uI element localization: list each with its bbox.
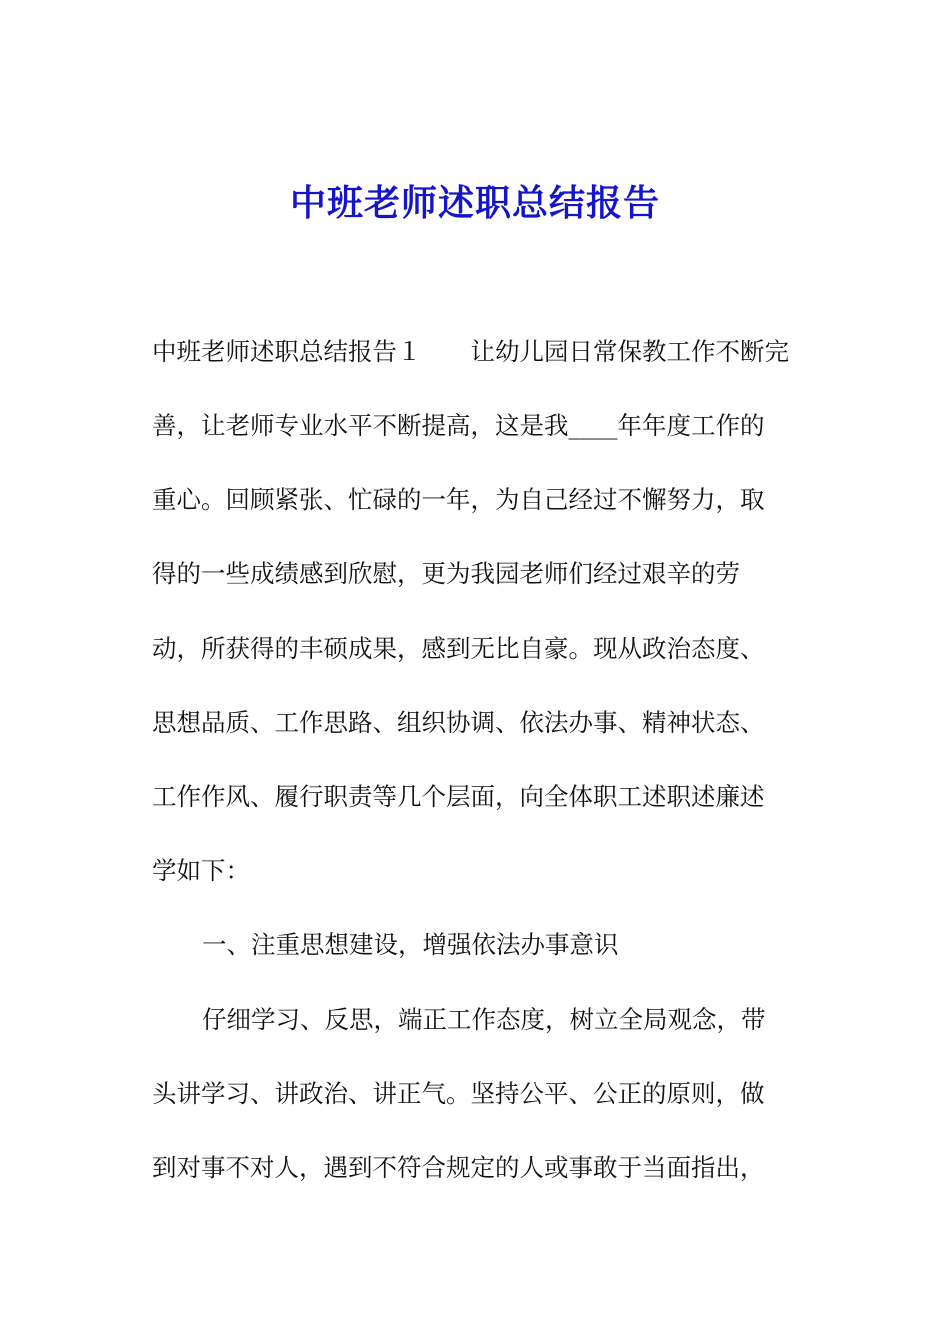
body-line: 得的一些成绩感到欣慰，更为我园老师们经过艰辛的劳 — [152, 559, 740, 588]
body-line: 动，所获得的丰硕成果，感到无比自豪。现从政治态度、 — [152, 634, 765, 663]
body-line: 学如下： — [152, 856, 250, 885]
section-heading: 一、注重思想建设，增强依法办事意识 — [202, 930, 619, 959]
document-title: 中班老师述职总结报告 — [289, 182, 660, 224]
body-line: 思想品质、工作思路、组织协调、依法办事、精神状态、 — [152, 708, 765, 737]
body-line: 重心。回顾紧张、忙碌的一年，为自己经过不懈努力，取 — [152, 485, 765, 514]
body-line: 到对事不对人，遇到不符合规定的人或事敢于当面指出， — [152, 1153, 765, 1182]
body-line: 善，让老师专业水平不断提高，这是我____年年度工作的 — [152, 411, 765, 440]
body-line: 仔细学习、反思，端正工作态度，树立全局观念，带 — [202, 1005, 766, 1034]
body-line: 中班老师述职总结报告１ 让幼儿园日常保教工作不断完 — [152, 337, 789, 366]
body-line: 头讲学习、讲政治、讲正气。坚持公平、公正的原则，做 — [152, 1079, 765, 1108]
body-line: 工作作风、履行职责等几个层面，向全体职工述职述廉述 — [152, 782, 765, 811]
